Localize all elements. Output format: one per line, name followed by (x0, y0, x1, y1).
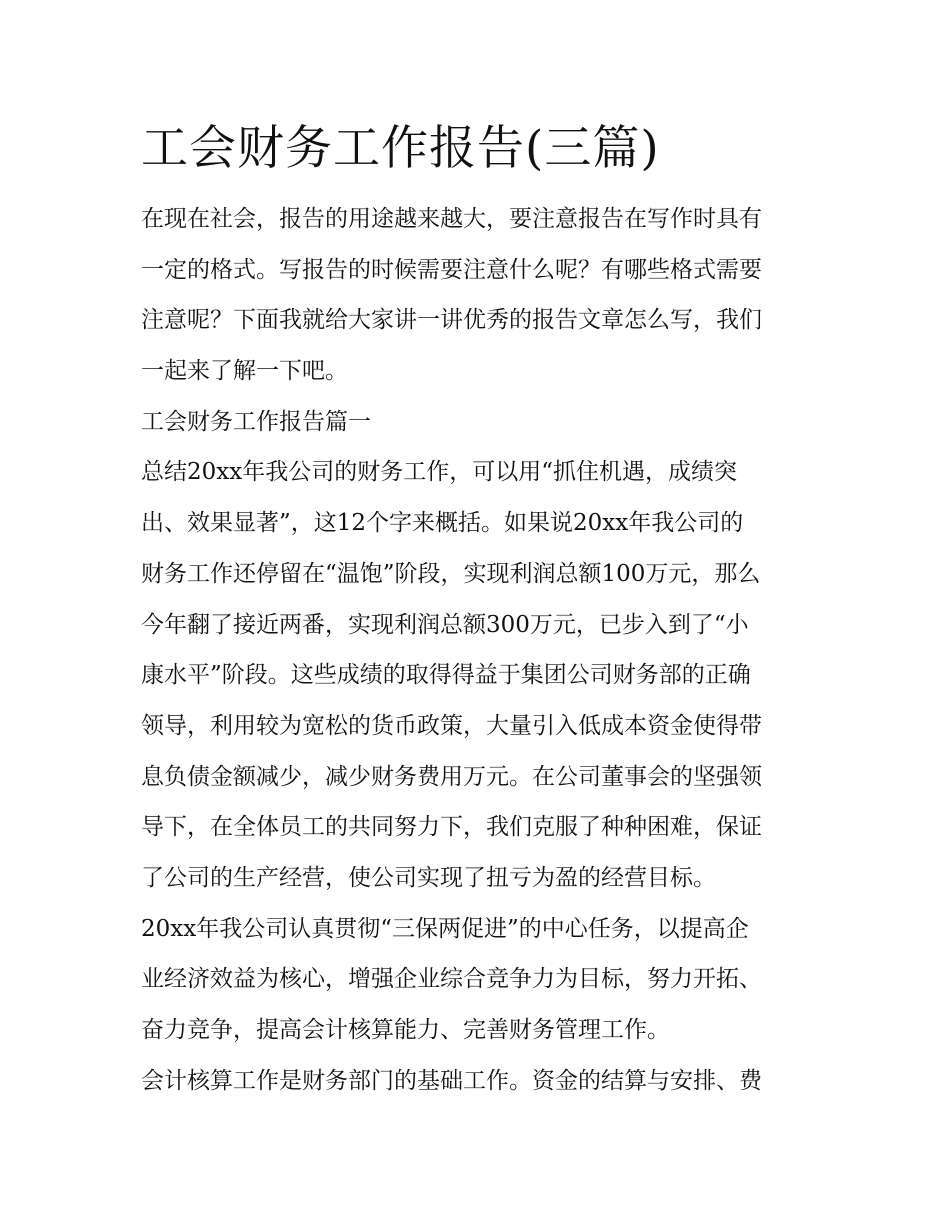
text-line: 导下，在全体员工的共同努力下，我们克服了种种困难，保证 (141, 814, 762, 841)
text-line: 奋力竞争，提高会计核算能力、完善财务管理工作。 (141, 1017, 670, 1043)
section-heading: 工会财务工作报告篇一 (141, 408, 371, 435)
text-line: 今年翻了接近两番，实现利润总额300万元，已步入到了“小 (141, 611, 749, 638)
text-line: 一定的格式。写报告的时候需要注意什么呢？有哪些格式需要 (141, 256, 762, 283)
text-line: 业经济效益为核心，增强企业综合竞争力为目标，努力开拓、 (141, 966, 762, 993)
text-line: 了公司的生产经营，使公司实现了扭亏为盈的经营目标。 (141, 864, 716, 891)
text-line: 20xx年我公司认真贯彻“三保两促进”的中心任务，以提高企 (141, 915, 749, 942)
text-line: 息负债金额减少，减少财务费用万元。在公司董事会的坚强领 (141, 763, 762, 790)
text-line: 一起来了解一下吧。 (141, 358, 348, 385)
page-title: 工会财务工作报告(三篇) (141, 121, 660, 176)
text-line: 领导，利用较为宽松的货币政策，大量引入低成本资金使得带 (141, 712, 762, 739)
text-line: 财务工作还停留在“温饱”阶段，实现利润总额100万元，那么 (141, 560, 761, 587)
document-page (141, 118, 813, 1106)
text-line: 总结20xx年我公司的财务工作，可以用“抓住机遇，成绩突 (141, 459, 737, 486)
document-body (141, 194, 813, 1106)
text-line: 在现在社会，报告的用途越来越大，要注意报告在写作时具有 (141, 206, 762, 232)
text-line: 会计核算工作是财务部门的基础工作。资金的结算与安排、费 (141, 1067, 762, 1094)
text-line: 注意呢？下面我就给大家讲一讲优秀的报告文章怎么写，我们 (141, 307, 762, 334)
text-line: 康水平”阶段。这些成绩的取得得益于集团公司财务部的正确 (141, 662, 751, 689)
text-line: 出、效果显著”，这12个字来概括。如果说20xx年我公司的 (141, 510, 744, 537)
